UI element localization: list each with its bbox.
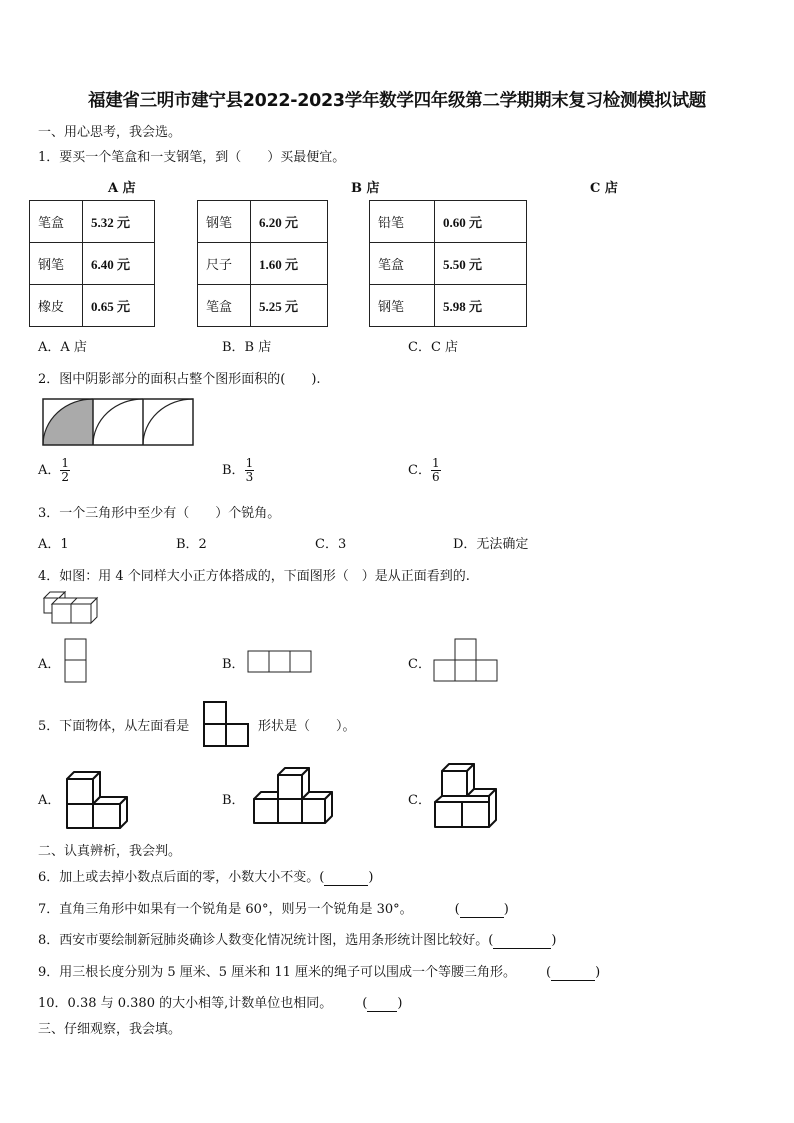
table-row bbox=[198, 201, 328, 243]
question-1-option-c[interactable]: C．C 店 bbox=[408, 340, 459, 355]
numerator: 1 bbox=[245, 456, 254, 470]
paren-open: ( bbox=[362, 996, 368, 1011]
question-7-text: 7．直角三角形中如果有一个锐角是 60°，则另一个锐角是 30°。 bbox=[38, 902, 413, 917]
numerator: 1 bbox=[61, 456, 70, 470]
question-6-text: 6．加上或去掉小数点后面的零，小数大小不变。 bbox=[38, 870, 320, 885]
table-row bbox=[370, 201, 527, 243]
item-name: 橡皮 bbox=[30, 285, 83, 327]
question-5-option-b[interactable]: B． bbox=[222, 793, 245, 808]
paren-open: ( bbox=[319, 870, 325, 885]
solid-b-figure bbox=[251, 766, 335, 828]
item-price: 1.60 元 bbox=[251, 243, 328, 285]
shaded-area-figure bbox=[42, 398, 194, 446]
answer-blank[interactable] bbox=[493, 933, 551, 949]
table-row bbox=[370, 285, 527, 327]
section-heading-3: 三、仔细观察，我会填。 bbox=[38, 1022, 182, 1037]
store-c-price-table bbox=[369, 200, 527, 327]
item-price: 6.40 元 bbox=[83, 243, 155, 285]
question-10 bbox=[38, 992, 402, 1012]
question-5-text-after: 形状是（ ）。 bbox=[258, 719, 356, 734]
question-4-option-b[interactable]: B． bbox=[222, 657, 245, 672]
question-3-option-c[interactable]: C．3 bbox=[315, 537, 347, 552]
denominator: 3 bbox=[245, 470, 254, 484]
fraction bbox=[60, 457, 70, 484]
paren-open: ( bbox=[546, 965, 552, 980]
question-3-text: 3．一个三角形中至少有（ ）个锐角。 bbox=[38, 506, 281, 521]
question-9-text: 9．用三根长度分别为 5 厘米、5 厘米和 11 厘米的绳子可以围成一个等腰三角形。 bbox=[38, 965, 517, 980]
item-name: 尺子 bbox=[198, 243, 251, 285]
question-6 bbox=[38, 866, 373, 886]
question-1-text: 1．要买一个笔盒和一支钢笔，到（ ）买最便宜。 bbox=[38, 150, 346, 165]
table-row bbox=[198, 243, 328, 285]
paren-open: ( bbox=[488, 933, 494, 948]
page-title: 福建省三明市建宁县2022-2023学年数学四年级第二学期期末复习检测模拟试题 bbox=[88, 91, 706, 111]
item-price: 0.60 元 bbox=[435, 201, 527, 243]
question-5-option-a[interactable]: A． bbox=[38, 793, 61, 808]
question-1-option-a[interactable]: A．A 店 bbox=[38, 340, 87, 355]
table-row bbox=[30, 201, 155, 243]
question-2-text: 2．图中阴影部分的面积占整个图形面积的( ). bbox=[38, 372, 321, 387]
table-row bbox=[30, 243, 155, 285]
answer-blank[interactable] bbox=[460, 902, 504, 918]
question-1-option-b[interactable]: B．B 店 bbox=[222, 340, 272, 355]
front-view-b-icon bbox=[247, 650, 313, 674]
table-row bbox=[370, 243, 527, 285]
front-view-c-icon bbox=[433, 638, 499, 684]
table-row bbox=[198, 285, 328, 327]
question-4-option-a[interactable]: A． bbox=[38, 657, 61, 672]
paren-close: ) bbox=[503, 902, 509, 917]
cube-arrangement-figure bbox=[38, 591, 100, 627]
item-name: 笔盒 bbox=[370, 243, 435, 285]
fraction bbox=[431, 457, 441, 484]
option-label: A． bbox=[38, 463, 61, 478]
question-2-option-c[interactable] bbox=[408, 457, 441, 484]
question-10-text: 10．0.38 与 0.380 的大小相等,计数单位也相同。 bbox=[38, 996, 333, 1011]
item-name: 钢笔 bbox=[198, 201, 251, 243]
item-price: 6.20 元 bbox=[251, 201, 328, 243]
paren-close: ) bbox=[368, 870, 374, 885]
question-3-option-a[interactable]: A．1 bbox=[38, 537, 69, 552]
store-a-price-table bbox=[29, 200, 155, 327]
store-a-name: A 店 bbox=[108, 181, 136, 196]
question-3-option-b[interactable]: B．2 bbox=[176, 537, 207, 552]
option-label: B． bbox=[222, 463, 245, 478]
denominator: 6 bbox=[431, 470, 440, 484]
store-c-name: C 店 bbox=[590, 181, 618, 196]
paren-close: ) bbox=[397, 996, 403, 1011]
question-8 bbox=[38, 929, 556, 949]
question-2-option-a[interactable] bbox=[38, 457, 70, 484]
numerator: 1 bbox=[431, 456, 440, 470]
paren-close: ) bbox=[595, 965, 601, 980]
question-7 bbox=[38, 898, 509, 918]
question-4-text: 4．如图：用 4 个同样大小正方体搭成的，下面图形（ ）是从正面看到的. bbox=[38, 569, 470, 584]
answer-blank[interactable] bbox=[324, 870, 368, 886]
item-name: 铅笔 bbox=[370, 201, 435, 243]
question-2-option-b[interactable] bbox=[222, 457, 254, 484]
fraction bbox=[245, 457, 255, 484]
left-view-shape-icon bbox=[202, 700, 250, 748]
item-price: 5.32 元 bbox=[83, 201, 155, 243]
item-name: 笔盒 bbox=[198, 285, 251, 327]
item-name: 笔盒 bbox=[30, 201, 83, 243]
paren-close: ) bbox=[551, 933, 557, 948]
question-5-option-c[interactable]: C． bbox=[408, 793, 431, 808]
item-price: 5.98 元 bbox=[435, 285, 527, 327]
section-heading-1: 一、用心思考，我会选。 bbox=[38, 125, 182, 140]
item-price: 5.25 元 bbox=[251, 285, 328, 327]
answer-blank[interactable] bbox=[367, 996, 397, 1012]
item-name: 钢笔 bbox=[370, 285, 435, 327]
table-row bbox=[30, 285, 155, 327]
denominator: 2 bbox=[61, 470, 70, 484]
paren-open: ( bbox=[454, 902, 460, 917]
front-view-a-icon bbox=[64, 638, 88, 684]
store-b-name: B 店 bbox=[351, 181, 380, 196]
question-5-text-before: 5．下面物体，从左面看是 bbox=[38, 719, 190, 734]
section-heading-2: 二、认真辨析，我会判。 bbox=[38, 844, 182, 859]
question-9 bbox=[38, 961, 600, 981]
item-name: 钢笔 bbox=[30, 243, 83, 285]
solid-c-figure bbox=[432, 762, 500, 832]
option-label: C． bbox=[408, 463, 431, 478]
question-8-text: 8．西安市要绘制新冠肺炎确诊人数变化情况统计图，选用条形统计图比较好。 bbox=[38, 933, 489, 948]
question-3-option-d[interactable]: D．无法确定 bbox=[453, 537, 529, 552]
solid-a-figure bbox=[64, 770, 132, 830]
item-price: 5.50 元 bbox=[435, 243, 527, 285]
item-price: 0.65 元 bbox=[83, 285, 155, 327]
question-4-option-c[interactable]: C． bbox=[408, 657, 431, 672]
store-b-price-table bbox=[197, 200, 328, 327]
answer-blank[interactable] bbox=[551, 965, 595, 981]
